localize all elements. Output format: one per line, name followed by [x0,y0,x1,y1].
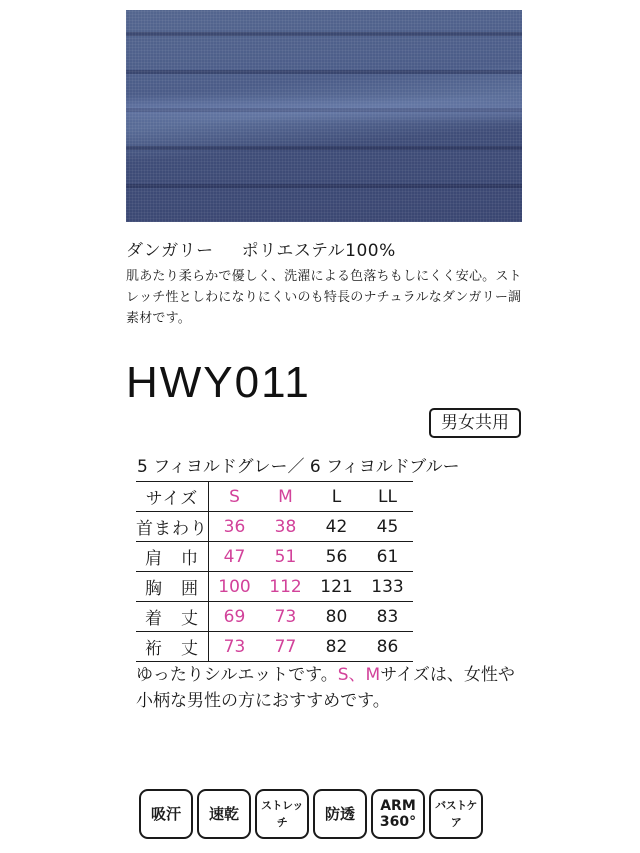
size-header-label: サイズ [136,482,209,512]
row-label-neck: 首まわり [136,512,209,542]
cell: 38 [260,512,311,542]
arm-360-badge [371,789,425,839]
cell: 45 [362,512,413,542]
arm-sub-label: 360° [379,814,417,830]
product-code: HWY011 [126,358,311,407]
size-s: S [209,482,261,512]
cell: 51 [260,542,311,572]
anti-see-through-badge: 防透 [313,789,367,839]
row-label-shoulder: 肩 巾 [136,542,209,572]
note-part1: ゆったりシルエットです。 [136,665,338,685]
row-label-length: 着 丈 [136,602,209,632]
cell: 77 [260,632,311,662]
cell: 73 [260,602,311,632]
fabric-info [126,236,396,261]
cell: 83 [362,602,413,632]
stretch-badge: ストレッチ [255,789,309,839]
cell: 80 [311,602,362,632]
fabric-material: ポリエステル100% [241,241,396,261]
bust-care-badge: バストケア [429,789,483,839]
cell: 47 [209,542,261,572]
size-table [136,481,413,662]
note-part2: サイズは、女性や [380,665,515,685]
size-note [136,662,536,714]
row-label-chest: 胸 囲 [136,572,209,602]
cell: 69 [209,602,261,632]
cell: 100 [209,572,261,602]
cell: 121 [311,572,362,602]
cell: 36 [209,512,261,542]
table-row [136,572,413,602]
note-highlight: S、M [337,665,381,685]
cell: 86 [362,632,413,662]
table-row [136,632,413,662]
arm-label: ARM [380,798,416,814]
cell: 112 [260,572,311,602]
cell: 82 [311,632,362,662]
cell: 61 [362,542,413,572]
fabric-sheen [126,94,522,124]
unisex-badge: 男女共用 [429,408,521,438]
fabric-name: ダンガリー [126,241,214,261]
quick-dry-badge: 速乾 [197,789,251,839]
table-row [136,512,413,542]
size-header-row [136,482,413,512]
row-label-sleeve: 裄 丈 [136,632,209,662]
size-ll: LL [362,482,413,512]
note-line-2: 小柄な男性の方におすすめです。 [136,691,390,711]
fabric-description: 肌あたり柔らかで優しく、洗濯による色落ちもしにくく安心。ストレッチ性としわになりにくいのも特長のナチュラルなダンガリー調素材です。 [126,269,522,326]
table-row [136,542,413,572]
fabric-swatch-image [126,10,522,222]
cell: 42 [311,512,362,542]
size-m: M [260,482,311,512]
feature-badges [139,789,483,839]
cell: 73 [209,632,261,662]
table-row [136,602,413,632]
cell: 133 [362,572,413,602]
note-line-1 [136,662,536,688]
sweat-absorbing-badge: 吸汗 [139,789,193,839]
size-l: L [311,482,362,512]
cell: 56 [311,542,362,572]
color-variants: 5 フィヨルドグレー／ 6 フィヨルドブルー [137,457,460,477]
